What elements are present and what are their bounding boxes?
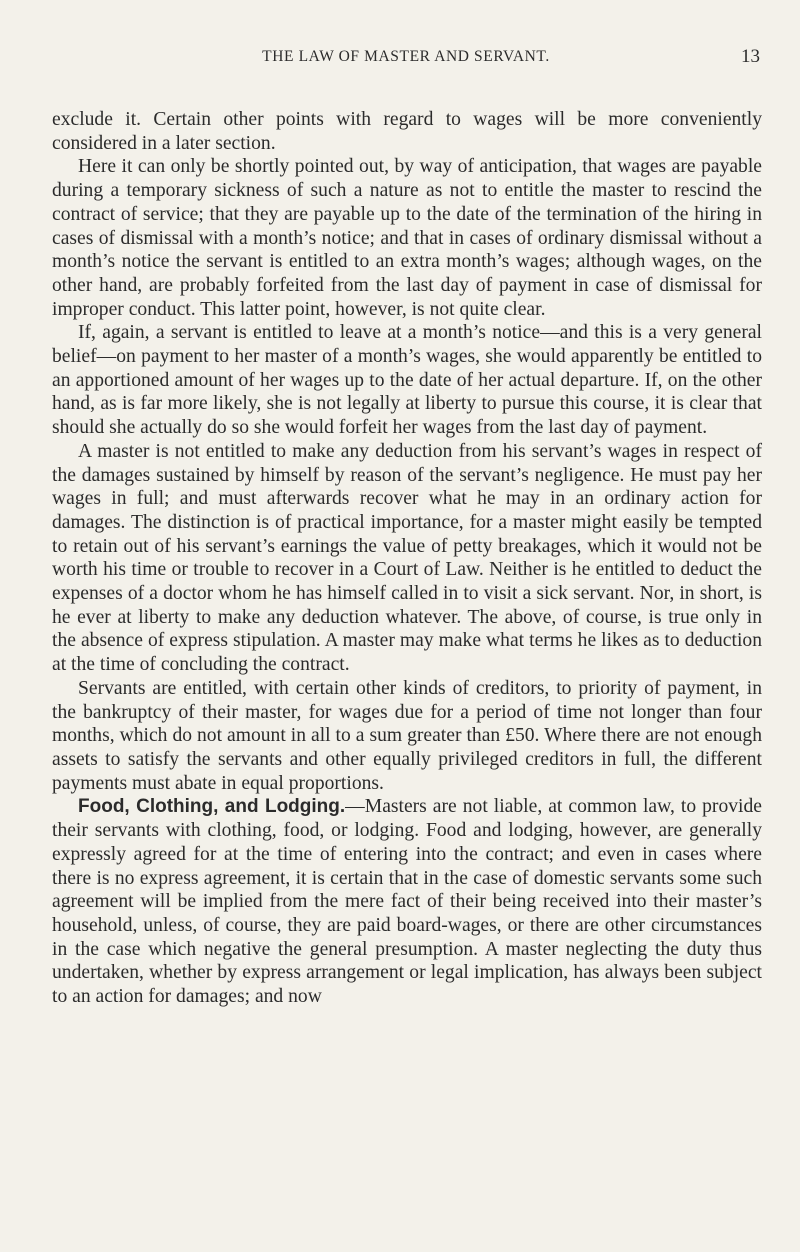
paragraph-1: exclude it. Certain other points with regard to wages will be more conveniently considered in a later section. <box>52 109 762 154</box>
section-heading: Food, Clothing, and Lodging. <box>78 796 346 818</box>
paragraph-6 <box>52 795 762 1008</box>
paragraph-2: Here it can only be shortly pointed out, by way of anticipation, that wages are payable during a temporary sickness of such a nature as not to entitle the master to rescind the contract of service; that they are payable up to the date of the termination of the hiring in cases of dismissal with a month’s notice; and that in cases of ordinary dismissal without a month’s notice the servant is entitled to an extra month’s wages; although wages, on the other hand, are probably forfeited from the last day of payment in case of dismissal for improper conduct. This latter point, however, is not quite clear. <box>52 156 762 320</box>
page-number: 13 <box>741 46 760 67</box>
paragraph-5: Servants are entitled, with certain other kinds of creditors, to priority of payment, in the bankruptcy of their master, for wages due for a period of time not longer than four months, which do not amount in all to a sum greater than £50. Where there are not enough assets to satisfy the servants and other equally privileged creditors in full, the different payments must abate in equal proportions. <box>52 677 762 794</box>
running-head <box>52 44 760 74</box>
running-title: THE LAW OF MASTER AND SERVANT. <box>262 48 550 65</box>
paragraph-4: A master is not entitled to make any deduction from his servant’s wages in respect of the damages sustained by himself by reason of the servant’s negligence. He must pay her wages in full; and must afterwards recover what he may in an ordinary action for damages. The distinction is of practical importance, for a master might easily be tempted to retain out of his servant’s earnings the value of petty breakages, which it would not be worth his time or trouble to recover in a Court of Law. Neither is he entitled to deduct the expenses of a doctor whom he has himself called in to visit a sick servant. Nor, in short, is he ever at liberty to make any deduction whatever. The above, of course, is true only in the absence of express stipulation. A master may make what terms he likes as to deduction at the time of concluding the contract. <box>52 440 762 676</box>
body-text <box>52 108 762 1009</box>
paragraph-3: If, again, a servant is entitled to leave at a month’s notice—and this is a very general belief—on payment to her master of a month’s wages, she would apparently be entitled to an apportioned amount of her wages up to the date of her actual departure. If, on the other hand, as is far more likely, she is not legally at liberty to pursue this course, it is clear that should she actually do so she would forfeit her wages from the last day of payment. <box>52 322 762 439</box>
paragraph-6-text: —Masters are not liable, at common law, to provide their servants with clothing, food, or lodging. Food and lodging, however, are generally expressly agreed for at the time of entering into the contract; and even in cases where there is no express agreement, it is certain that in the case of domestic servants some such agreement will be implied from the mere fact of their being received into their master’s household, unless, of course, they are paid board-wages, or there are other circumstances in the case which negative the general presumption. A master neglecting the duty thus undertaken, whether by express arrangement or legal implication, has always been subject to an action for damages; and now <box>52 796 762 1008</box>
